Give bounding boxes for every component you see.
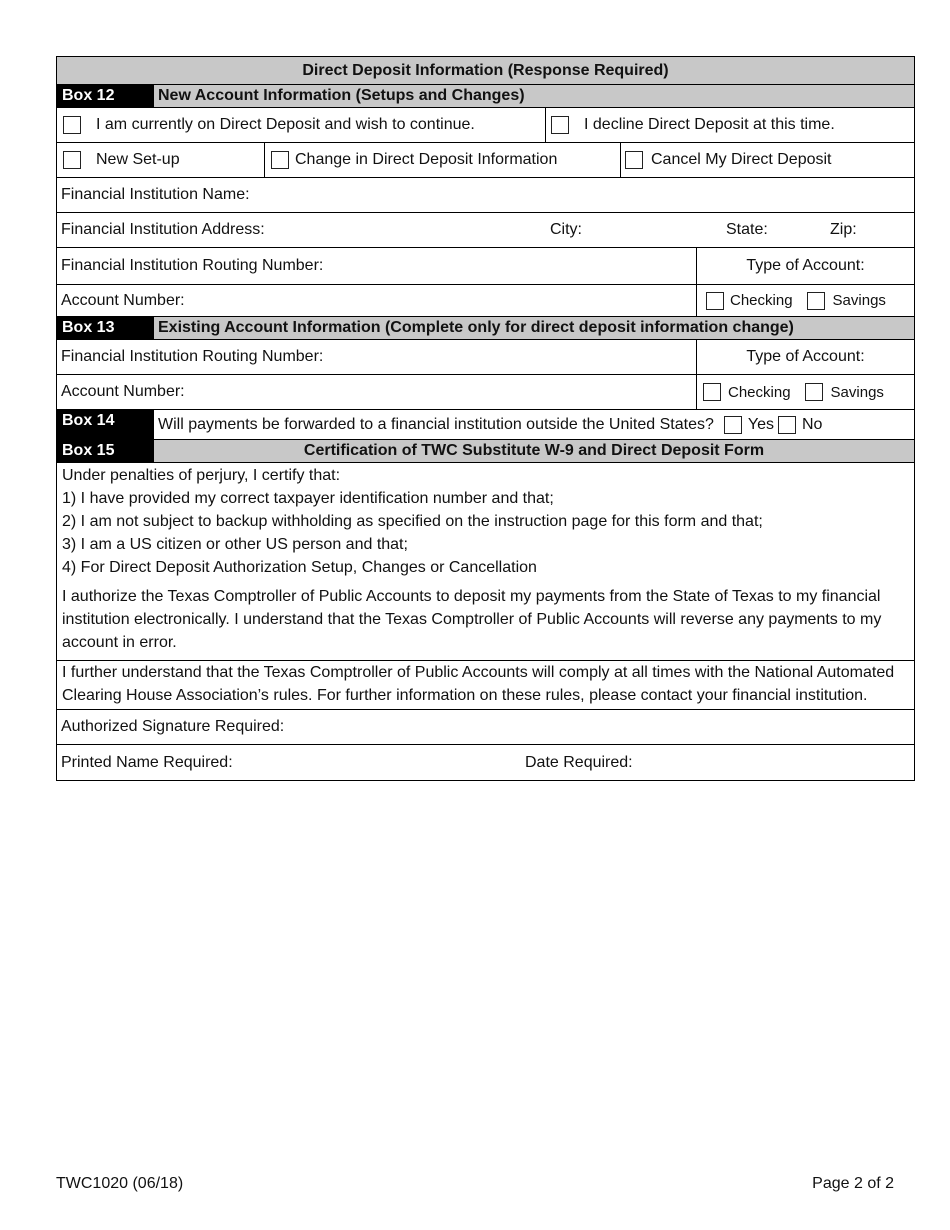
cert-line: 4) For Direct Deposit Authorization Setup, Changes or Cancellation: [62, 559, 537, 576]
new-setup-checkbox[interactable]: [63, 151, 81, 169]
box13-checking-label: Checking: [728, 383, 791, 401]
box14-row: [57, 410, 914, 440]
printed-name-label: Printed Name Required:: [61, 753, 233, 771]
state-label: State:: [726, 221, 768, 238]
box12-routing-label: Financial Institution Routing Number:: [61, 257, 324, 274]
cert-line: 1) I have provided my correct taxpayer identification number and that;: [62, 490, 554, 507]
box13-routing-field[interactable]: [57, 340, 697, 374]
box13-header: [57, 317, 914, 340]
box13-account-label: Account Number:: [61, 383, 185, 400]
change-info-checkbox[interactable]: [271, 151, 289, 169]
new-setup-label: New Set-up: [96, 151, 180, 168]
box12-routing-field[interactable]: [57, 248, 697, 284]
continue-option[interactable]: [57, 108, 546, 142]
box12-account-row: [57, 285, 914, 317]
box14-question: Will payments be forwarded to a financial institution outside the United States?: [158, 415, 714, 433]
box12-action-row: [57, 143, 914, 178]
box12-label: Box 12: [57, 85, 154, 107]
box14-no-label: No: [801, 415, 823, 433]
city-label: City:: [550, 221, 582, 238]
signature-row[interactable]: [57, 710, 914, 745]
change-info-label: Change in Direct Deposit Information: [295, 151, 558, 168]
box15-header: [57, 440, 914, 463]
box13-account-field[interactable]: [57, 375, 697, 409]
box13-savings-label: Savings: [830, 383, 884, 401]
continue-checkbox[interactable]: [63, 116, 81, 134]
date-label: Date Required:: [525, 753, 633, 771]
box12-savings-label: Savings: [832, 292, 886, 309]
box15-label: Box 15: [57, 440, 154, 462]
cancel-label: Cancel My Direct Deposit: [651, 151, 832, 168]
box12-header: [57, 85, 914, 108]
printed-name-row[interactable]: [57, 745, 914, 780]
zip-label: Zip:: [830, 221, 857, 238]
box12-checking-checkbox[interactable]: [706, 292, 724, 310]
nacha-block: [57, 661, 914, 710]
box14-yes-checkbox[interactable]: [724, 416, 742, 434]
cancel-checkbox[interactable]: [625, 151, 643, 169]
box12-account-field[interactable]: [57, 285, 697, 316]
box12-savings-checkbox[interactable]: [807, 292, 825, 310]
box12-continue-row: [57, 108, 914, 143]
box13-type-of-account-label: Type of Account:: [746, 348, 865, 365]
signature-label: Authorized Signature Required:: [61, 718, 285, 735]
box13-label: Box 13: [57, 317, 154, 339]
direct-deposit-form: [56, 56, 915, 781]
box12-heading: New Account Information (Setups and Changes): [158, 87, 525, 104]
decline-option[interactable]: [546, 108, 914, 142]
box13-type-of-account: [697, 340, 914, 374]
box15-heading: Certification of TWC Substitute W-9 and Direct Deposit Form: [303, 442, 765, 459]
further-paragraph: I further understand that the Texas Comptroller of Public Accounts will comply at all times with the National Automated Clearing House Association’s rules. For further information on these rules, please contact your financial institution.: [62, 664, 895, 704]
box13-savings-checkbox[interactable]: [805, 383, 823, 401]
fi-address-row[interactable]: [57, 213, 914, 248]
box12-routing-row: [57, 248, 914, 285]
fi-name-label: Financial Institution Name:: [61, 186, 250, 203]
cert-line: Under penalties of perjury, I certify that:: [62, 467, 341, 484]
box14-no-checkbox[interactable]: [778, 416, 796, 434]
page-number: Page 2 of 2: [812, 1175, 894, 1192]
fi-address-label: Financial Institution Address:: [61, 221, 265, 238]
box12-account-label: Account Number:: [61, 291, 185, 309]
box13-account-row: [57, 375, 914, 410]
box14-yes-label: Yes: [747, 415, 774, 433]
box13-heading: Existing Account Information (Complete only for direct deposit information change): [158, 319, 794, 336]
continue-label: I am currently on Direct Deposit and wish to continue.: [96, 116, 475, 133]
decline-label: I decline Direct Deposit at this time.: [584, 116, 835, 133]
form-title-row: [57, 57, 914, 85]
box14-label: Box 14: [57, 410, 154, 439]
box13-routing-label: Financial Institution Routing Number:: [61, 348, 324, 365]
decline-checkbox[interactable]: [551, 116, 569, 134]
certification-block: [57, 463, 914, 661]
box12-type-of-account: [697, 248, 914, 284]
cert-line: 3) I am a US citizen or other US person and that;: [62, 536, 408, 553]
fi-name-row[interactable]: [57, 178, 914, 213]
box13-account-type-options: [697, 375, 914, 409]
authorize-paragraph: I authorize the Texas Comptroller of Public Accounts to deposit my payments from the State of Texas to my financial institution electronically. I understand that the Texas Comptroller of Public Accounts will reverse any payments to my account in error.: [62, 588, 882, 651]
cancel-option[interactable]: [621, 143, 914, 177]
cert-line: 2) I am not subject to backup withholding as specified on the instruction page for this form and that;: [62, 513, 763, 530]
box13-routing-row: [57, 340, 914, 375]
box12-checking-label: Checking: [730, 292, 793, 309]
form-title: Direct Deposit Information (Response Required): [302, 61, 669, 79]
change-info-option[interactable]: [265, 143, 621, 177]
form-id: TWC1020 (06/18): [56, 1175, 184, 1192]
box12-type-of-account-label: Type of Account:: [746, 257, 865, 274]
new-setup-option[interactable]: [57, 143, 265, 177]
box12-account-type-options: [697, 285, 914, 316]
box13-checking-checkbox[interactable]: [703, 383, 721, 401]
